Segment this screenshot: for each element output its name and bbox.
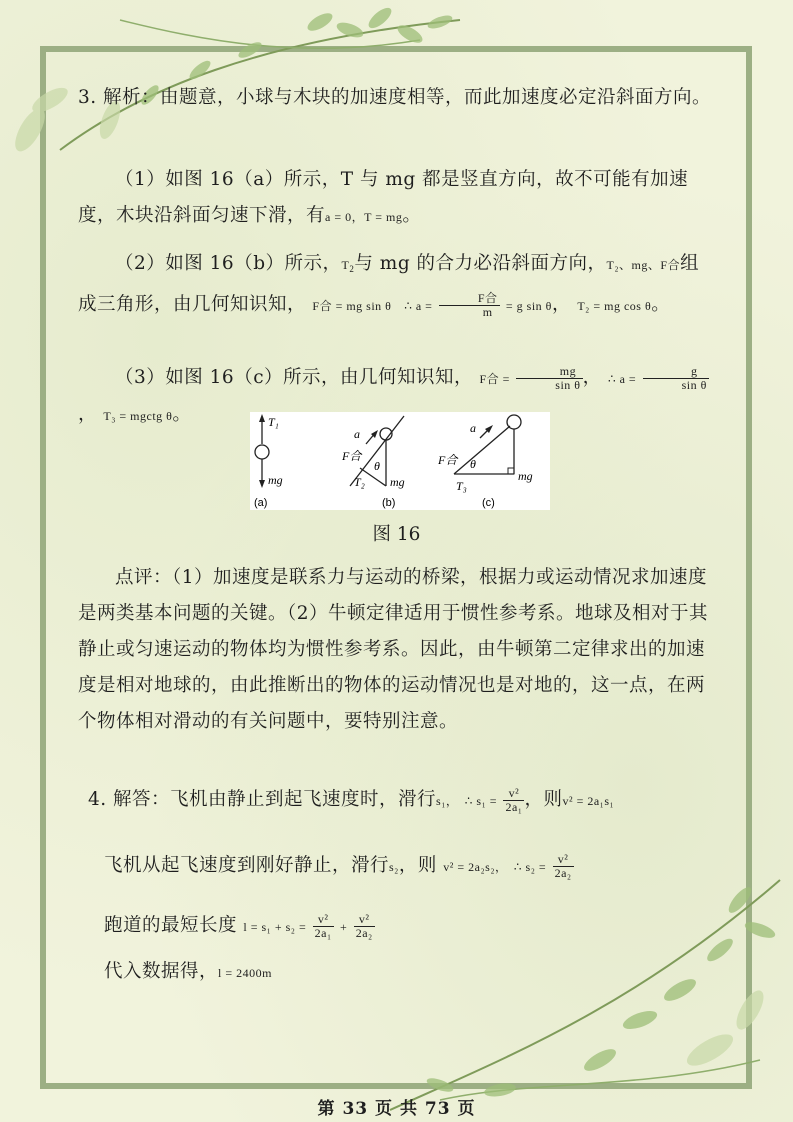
part3-text: （3）如图 16（c）所示，由几何知识知， [115,367,474,388]
part2-formula-a-prefix: ∴ a = [404,299,433,313]
frac-num: v² [553,853,574,867]
c-ball [507,415,521,429]
section4-line1 [88,782,728,819]
c-right-angle [508,468,514,474]
frac-den: 2a₂ [355,925,373,940]
figure-16-diagram [250,412,550,510]
part3-f-prefix: F合 = [479,372,510,386]
a-ball [255,445,269,459]
section4-line2 [104,848,744,885]
s4-l2-then: ，则 [398,855,437,876]
s4-l2-prefix: ∴ s₂ = [513,860,547,874]
s4-l1-s1: s₁， [436,794,459,808]
s4-l4-formula: l = 2400m [218,966,272,980]
part2-t-letter: T [341,258,350,272]
s4-l1-fraction [503,787,524,814]
figure-16 [250,412,550,510]
section4-line4 [104,954,744,991]
part3-fraction-a [643,365,709,392]
frac-num: F合 [439,292,500,306]
s4-l3-fraction2 [354,913,375,940]
a-caption: (a) [254,497,268,509]
s4-l3-fraction1 [313,913,334,940]
page-footer: 第 33 页 共 73 页 [317,1099,476,1119]
section3-part1 [78,162,718,235]
frac-num: g [643,365,709,379]
s4-l1-text: 4. 解答：飞机由静止到起飞速度时，滑行 [88,789,437,810]
frac-den: m [482,304,493,319]
part2-formula-t2: T₂ = mg cos θ [577,299,652,313]
c-caption: (c) [482,497,495,509]
frac-num: v² [503,787,524,801]
b-label-mg: mg [390,475,405,489]
frac-num: v² [354,913,375,927]
part2-force-list: T₂、mg、F合 [606,258,681,272]
part1-text: （1）如图 16（a）所示，T 与 mg 都是竖直方向，故不可能有加速度，木块沿斜面匀速下滑，有 [78,169,689,226]
frac-den: 2a₂ [554,865,572,880]
section3-part2: （2）如图 16（b）所示，$T_2$与 mg 的合力必沿斜面方向，T₂、mg、F合组成三角形，由几何知识知， F合 = mg sin θ ∴ a = $\frac{\text{F合}}{m}$ = g sin θ， T₂ = mg cos θ。 [78,253,700,319]
part3-fraction-f [516,365,582,392]
s4-l1-prefix: ∴ s₁ = [464,794,498,808]
s4-l2-f1: v² = 2a₂s₂， [443,860,508,874]
figure-a [254,414,283,509]
frac-num: v² [313,913,334,927]
part1-end: 。 [402,205,422,226]
section4-line3 [104,908,744,945]
b-caption: (b) [382,497,396,509]
c-label-mg: mg [518,469,533,483]
figure-c [437,415,533,509]
frac-den: 2a₁ [505,799,523,814]
frac-den: 2a₁ [314,925,332,940]
b-label-t2: T₂ [354,475,365,489]
s4-l2-s2: s₂ [389,860,399,874]
b-label-f: F合 [342,449,362,463]
leaf-decoration-bottom-icon [380,860,793,1122]
s4-l2-text: 飞机从起飞速度到刚好静止，滑行 [104,855,390,876]
c-hypotenuse [454,426,510,474]
figure-b [341,416,405,509]
section3-part3: （3）如图 16（c）所示，由几何知识知， F合 = $\frac{mg}{\text{sin θ}}$ ， ∴ a = $\frac{g}{\text{sin θ}}$ ， T₃ = mgctg θ。 [78,363,707,425]
part3-a-prefix: ∴ a = [607,372,637,386]
a-arrow-down-head [259,480,265,488]
b-label-a: a [354,427,360,441]
part2-mid: 与 mg 的合力必沿斜面方向， [354,253,607,274]
part2-formula-f: F合 = mg sin θ [312,299,392,313]
part2-text: （2）如图 16（b）所示， [115,253,342,274]
part2-fraction [439,292,500,319]
c-label-theta: θ [470,457,476,471]
b-label-theta: θ [374,459,380,473]
s4-l1-then: ，则 [524,789,563,810]
c-label-a: a [470,421,476,435]
frac-num: mg [516,365,582,379]
c-label-f: F合 [438,453,458,467]
a-arrow-up-head [259,414,265,422]
s4-l4-text: 代入数据得， [104,961,219,982]
s4-l2-fraction [553,853,574,880]
part3-formula-t3: T₃ = mgctg θ [103,409,173,423]
frac-den: sin θ [681,377,707,392]
s4-l3-text: 跑道的最短长度 [104,915,238,936]
part1-formula: a = 0，T = mg [325,210,403,224]
a-label-mg: mg [268,473,283,487]
s4-l1-f2: v² = 2a₁s₁ [562,794,615,808]
part2-t-symbol: $T_2$ [341,258,355,274]
part2-formula-a-suffix: = g sin θ [505,299,552,313]
frac-den: sin θ [555,377,581,392]
s4-l3-prefix: l = s₁ + s₂ = [243,920,307,934]
figure-caption: 图 16 [372,524,421,545]
s4-l3-plus: + [340,920,348,934]
a-label-t1: T₁ [268,415,279,429]
section3-intro: 3. 解析：由题意，小球与木块的加速度相等，而此加速度必定沿斜面方向。 [78,87,712,108]
c-label-t3: T₃ [456,479,467,493]
comment-paragraph: 点评：（1）加速度是联系力与运动的桥梁，根据力或运动情况求加速度是两类基本问题的关键。（2）牛顿定律适用于惯性参考系。地球及相对于其静止或匀速运动的物体均为惯性参考系。因此，由牛顿第二定律求出的加速度是相对地球的，由此推断出的物体的运动情况也是对地的，这一点，在两个物体相对滑动的有关问题中，要特别注意。 [78,567,709,732]
part2-text2: 组成三角形，由几何知识知， [78,253,700,315]
